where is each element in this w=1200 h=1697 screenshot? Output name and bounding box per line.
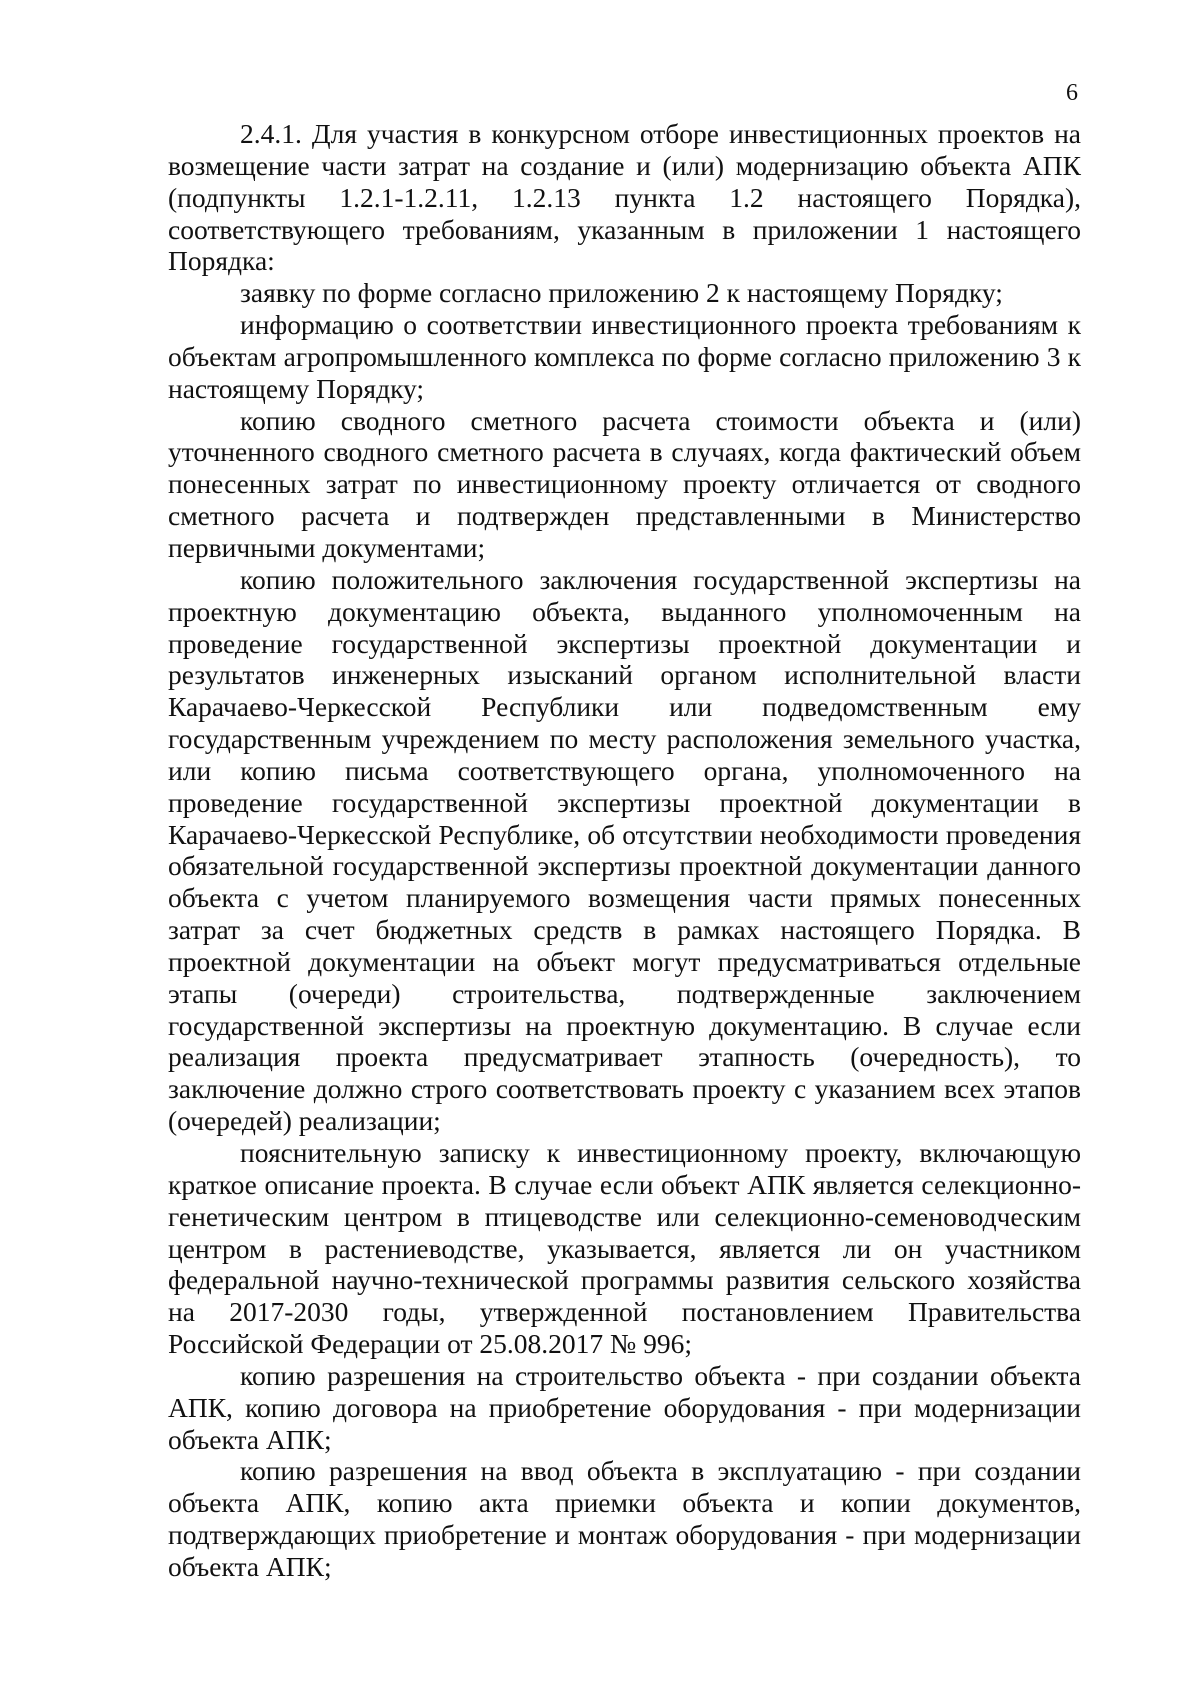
paragraph-2-4-1: 2.4.1. Для участия в конкурсном отборе инвестиционных проектов на возмещение части затрат на создание и (или) модернизацию объекта АПК (подпункты 1.2.1-1.2.11, 1.2.13 пункта 1.2 настоящего Порядка), соответствующего требованиям, указанным в приложении 1 настоящего Порядка:: [168, 118, 1081, 277]
paragraph-explanatory-note: пояснительную записку к инвестиционному проекту, включающую краткое описание проекта. В случае если объект АПК является селекционно-генетическим центром в птицеводстве или селекционно-семеноводческим центром в растениеводстве, указывается, является ли он участником федеральной научно-технической программы развития сельского хозяйства на 2017-2030 годы, утвержденной постановлением Правительства Российской Федерации от 25.08.2017 № 996;: [168, 1137, 1081, 1360]
paragraph-cost-estimate-copy: копию сводного сметного расчета стоимости объекта и (или) уточненного сводного сметного расчета в случаях, когда фактический объем понесенных затрат по инвестиционному проекту отличается от сводного сметного расчета и подтвержден представленными в Министерство первичными документами;: [168, 404, 1081, 563]
paragraph-project-compliance-info: информацию о соответствии инвестиционного проекта требованиям к объектам агропромышленного комплекса по форме согласно приложению 3 к настоящему Порядку;: [168, 309, 1081, 404]
paragraph-commissioning-permit: копию разрешения на ввод объекта в эксплуатацию - при создании объекта АПК, копию акта приемки объекта и копии документов, подтверждающих приобретение и монтаж оборудования - при модернизации объекта АПК;: [168, 1455, 1081, 1582]
paragraph-construction-permit: копию разрешения на строительство объекта - при создании объекта АПК, копию договора на приобретение оборудования - при модернизации объекта АПК;: [168, 1359, 1081, 1455]
page-number: 6: [1066, 80, 1078, 106]
paragraph-application-form: заявку по форме согласно приложению 2 к настоящему Порядку;: [240, 277, 1003, 309]
paragraph-state-expertise-copy: копию положительного заключения государственной экспертизы на проектную документацию объекта, выданного уполномоченным на проведение государственной экспертизы проектной документации и результатов инженерных изысканий органом исполнительной власти Карачаево-Черкесской Республики или подведомственным ему государственным учреждением по месту расположения земельного участка, или копию письма соответствующего органа, уполномоченного на проведение государственной экспертизы проектной документации в Карачаево-Черкесской Республике, об отсутствии необходимости проведения обязательной государственной экспертизы проектной документации данного объекта с учетом планируемого возмещения части прямых понесенных затрат за счет бюджетных средств в рамках настоящего Порядка. В проектной документации на объект могут предусматриваться отдельные этапы (очереди) строительства, подтвержденные заключением государственной экспертизы на проектную документацию. В случае если реализация проекта предусматривает этапность (очередность), то заключение должно строго соответствовать проекту с указанием всех этапов (очередей) реализации;: [168, 563, 1081, 1137]
document-body: [168, 118, 1081, 1583]
